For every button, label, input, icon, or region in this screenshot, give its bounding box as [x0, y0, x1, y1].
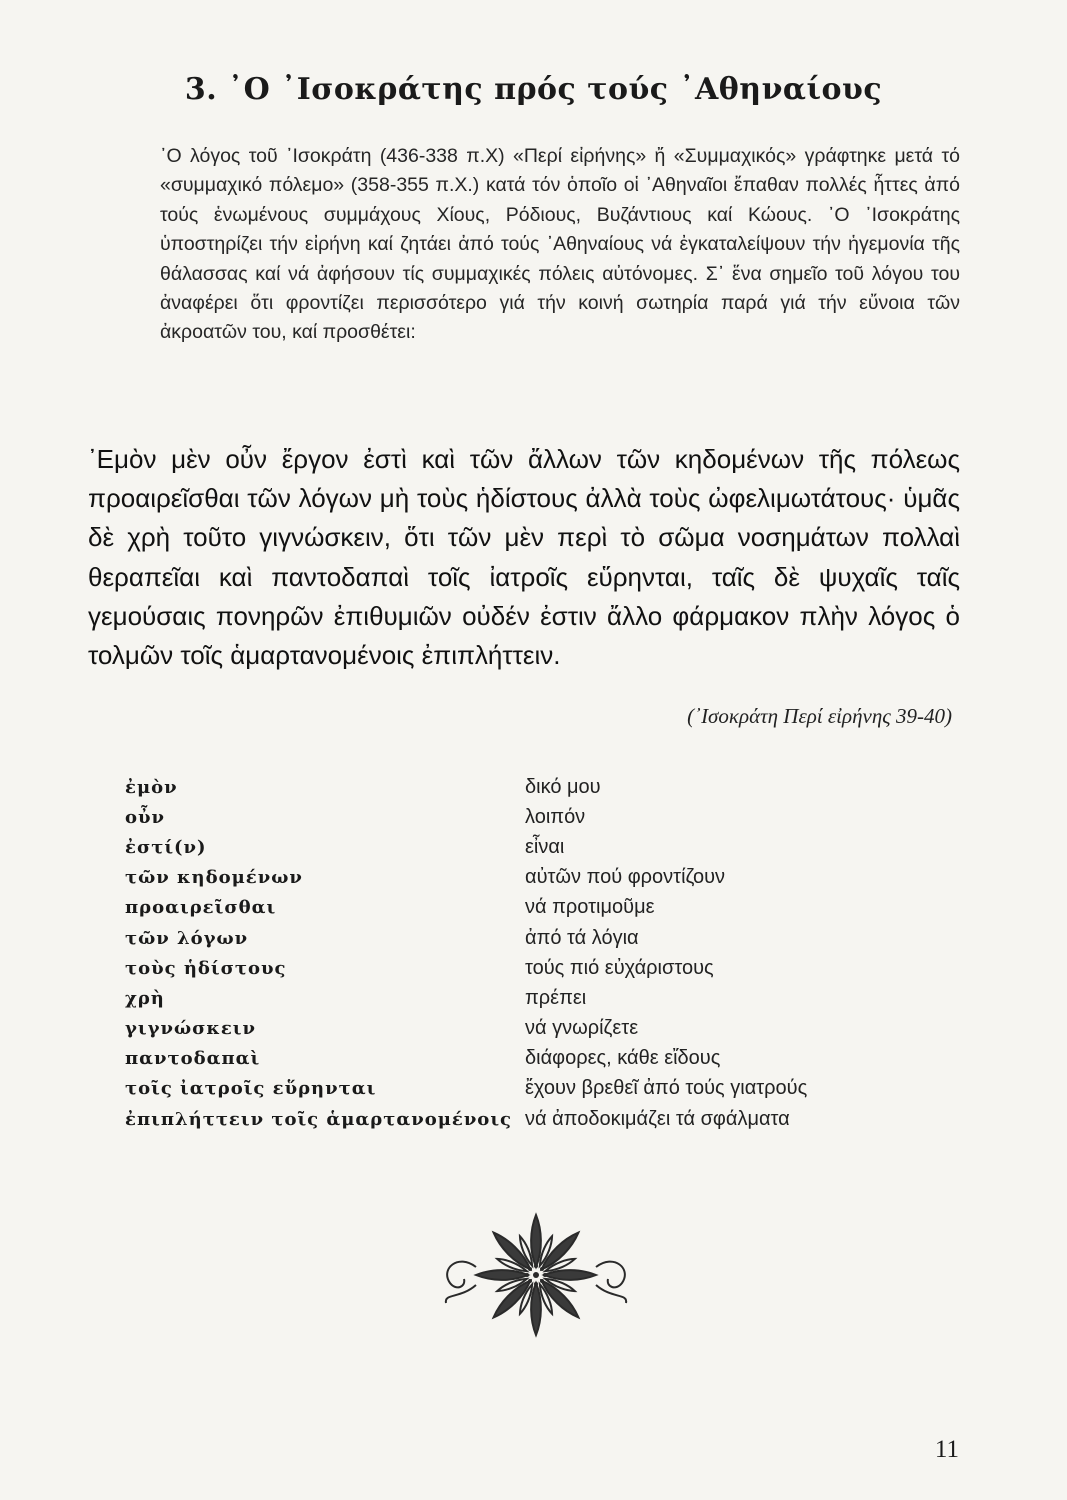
glossary-definition: λοιπόν [525, 805, 586, 828]
glossary-definition: ἀπό τά λόγια [525, 926, 639, 949]
glossary-row [125, 1014, 945, 1044]
glossary-definition: νά ἀποδοκιμάζει τά σφάλματα [525, 1107, 790, 1130]
glossary-definition: πρέπει [525, 986, 587, 1009]
page-number: 11 [934, 1436, 959, 1463]
glossary-definition: νά γνωρίζετε [525, 1017, 639, 1040]
glossary-row [125, 863, 945, 893]
glossary-definition: νά προτιμοῦμε [525, 896, 655, 919]
glossary-definition: εἶναι [525, 835, 565, 858]
glossary-definition: δικό μου [525, 775, 601, 798]
flower-ornament-icon [436, 1210, 636, 1340]
glossary [125, 772, 945, 1134]
glossary-term: γιγνώσκειν [125, 1018, 257, 1040]
glossary-term: χρὴ [125, 987, 165, 1009]
glossary-term: ἐπιπλήττειν τοῖς ἁμαρτανομένοις [125, 1108, 512, 1130]
glossary-term: προαιρεῖσθαι [125, 897, 277, 919]
glossary-row [125, 923, 945, 953]
glossary-term: τοῖς ἰατροῖς εὕρηνται [125, 1078, 377, 1100]
glossary-term: τοὺς ἡδίστους [125, 957, 287, 979]
glossary-term: ἐστί(ν) [125, 836, 207, 858]
glossary-definition: αὐτῶν πού φροντίζουν [525, 866, 726, 889]
glossary-row [125, 953, 945, 983]
glossary-row [125, 802, 945, 832]
glossary-term: οὖν [125, 806, 165, 828]
glossary-row [125, 893, 945, 923]
glossary-row [125, 983, 945, 1013]
glossary-row [125, 1104, 945, 1134]
glossary-definition: διάφορες, κάθε εἴδους [525, 1047, 721, 1070]
intro-paragraph: ᾿Ο λόγος τοῦ ᾿Ισοκράτη (436-338 π.Χ) «Περί εἰρήνης» ἤ «Συμμαχικός» γράφτηκε μετά τό «συμμαχικό πόλεμο» (358-355 π.Χ.) κατά τόν ὁποῖο οἱ ᾿Αθηναῖοι ἔπαθαν πολλές ἧττες ἀπό τούς ἑνωμένους συμμάχους Χίους, Ρόδιους, Βυζάντιους καί Κώους. ᾿Ο ᾿Ισοκράτης ὑποστηρίζει τήν εἰρήνη καί ζητάει ἀπό τούς ᾿Αθηναίους νά ἐγκαταλείψουν τήν ἡγεμονία τῆς θάλασσας καί νά ἀφήσουν τίς συμμαχικές πόλεις αὐτόνομες. Σ᾿ ἕνα σημεῖο τοῦ λόγου του ἀναφέρει ὅτι φροντίζει περισσότερο γιά τήν κοινή σωτηρία παρά γιά τήν εὔνοια τῶν ἀκροατῶν του, καί προσθέτει: [160, 145, 960, 344]
glossary-definition: τούς πιό εὐχάριστους [525, 956, 714, 979]
glossary-term: ἐμὸν [125, 776, 178, 798]
glossary-row [125, 1074, 945, 1104]
glossary-term: παντοδαπαὶ [125, 1048, 261, 1070]
glossary-term: τῶν λόγων [125, 927, 249, 949]
glossary-row [125, 832, 945, 862]
glossary-definition: ἔχουν βρεθεῖ ἀπό τούς γιατρούς [525, 1077, 808, 1100]
glossary-row [125, 772, 945, 802]
glossary-term: τῶν κηδομένων [125, 867, 303, 889]
quote-source: (᾿Ισοκράτη Περί εἰρήνης 39-40) [687, 704, 952, 728]
glossary-row [125, 1044, 945, 1074]
page-title: 3. ᾿Ο ᾿Ισοκράτης πρός τούς ᾿Αθηναίους [184, 72, 883, 107]
greek-quote: ᾿Εμὸν μὲν οὖν ἔργον ἐστὶ καὶ τῶν ἄλλων τῶν κηδομένων τῆς πόλεως προαιρεῖσθαι τῶν λόγων μὴ τοὺς ἡδίστους ἀλλὰ τοὺς ὠφελιμωτάτους· ὑμᾶς δὲ χρὴ τοῦτο γιγνώσκειν, ὅτι τῶν μὲν περὶ τὸ σῶμα νοσημάτων πολλαὶ θεραπεῖαι καὶ παντοδαπαὶ τοῖς ἰατροῖς εὕρηνται, ταῖς δὲ ψυχαῖς ταῖς γεμούσαις πονηρῶν ἐπιθυμιῶν οὐδέν ἐστιν ἄλλο φάρμακον πλὴν λόγος ὁ τολμῶν τοῖς ἁμαρτανομένοις ἐπιπλήττειν. [88, 444, 960, 671]
